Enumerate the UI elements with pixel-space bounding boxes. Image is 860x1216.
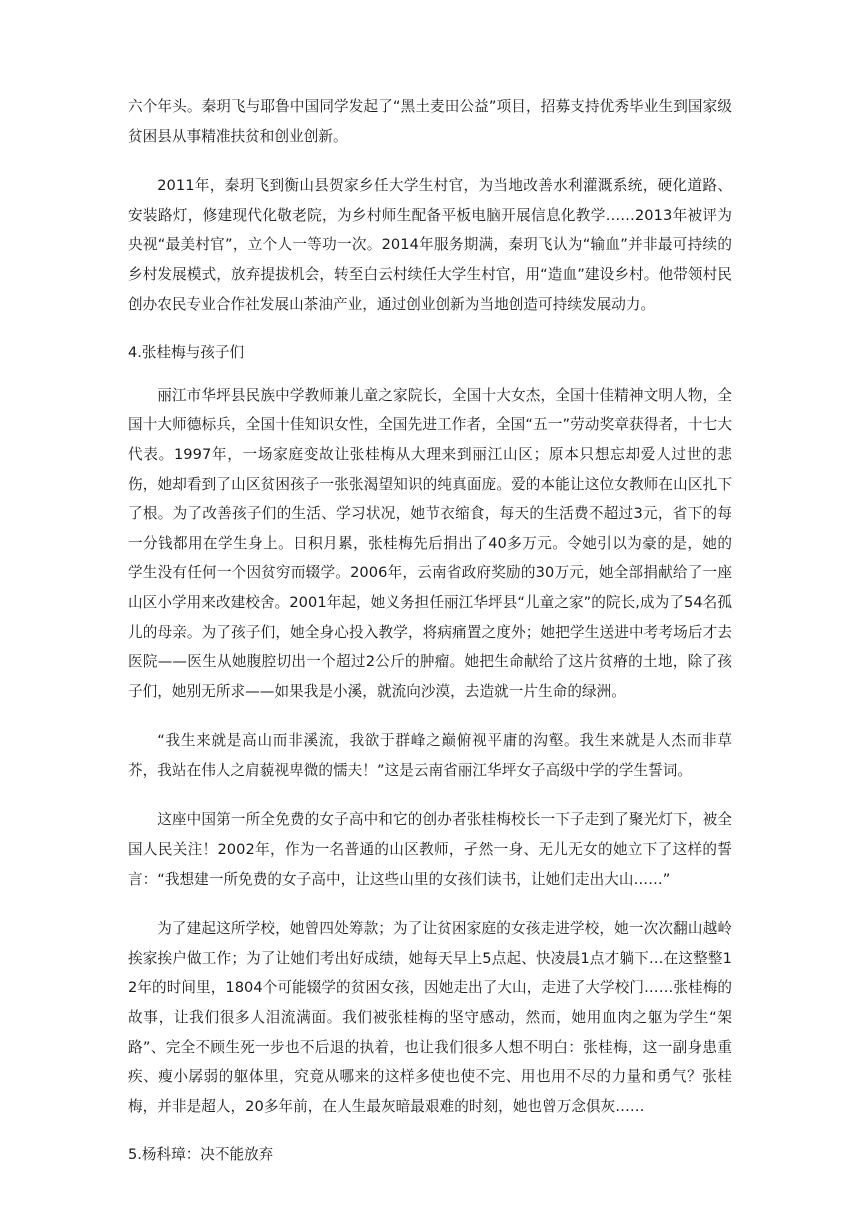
paragraph-student-oath: “我生来就是高山而非溪流，我欲于群峰之巅俯视平庸的沟壑。我生来就是人杰而非草芥，我站在伟人之肩藐视卑微的懦夫！”这是云南省丽江华坪女子高级中学的学生誓词。 [128, 732, 732, 779]
paragraph-qin-yuefei-project: 六个年头。秦玥飞与耶鲁中国同学发起了“黑土麦田公益”项目，招募支持优秀毕业生到国家级贫困县从事精准扶贫和创业创新。 [128, 98, 732, 145]
paragraph-building-the-school: 为了建起这所学校，她曾四处筹款；为了让贫困家庭的女孩走进学校，她一次次翻山越岭挨家挨户做工作；为了让她们考出好成绩，她每天早上5点起、快凌晨1点才躺下…在这整整12年的时间里，1804个可能辍学的贫困女孩，因她走出了大山，走进了大学校门……张桂梅的故事，让我们很多人泪流满面。我们被张桂梅的坚守感动，然而，她用血肉之躯为学生“架路”、完全不顾生死一步也不后退的执着，也让我们很多人想不明白：张桂梅，这一副身患重疾、瘦小孱弱的躯体里，究竟从哪来的这样多使也使不完、用也用不尽的力量和勇气？张桂梅，并非是超人，20多年前，在人生最灰暗最艰难的时刻，她也曾万念俱灰…… [128, 920, 732, 1115]
paragraph-qin-yuefei-village-official: 2011年，秦玥飞到衡山县贺家乡任大学生村官，为当地改善水利灌溉系统，硬化道路、安装路灯，修建现代化敬老院，为乡村师生配备平板电脑开展信息化教学……2013年被评为央视“最美村官”，立个人一等功一次。2014年服务期满，秦玥飞认为“输血”并非最可持续的乡村发展模式，放弃提拔机会，转至白云村续任大学生村官，用“造血”建设乡村。他带领村民创办农民专业合作社发展山茶油产业，通过创业创新为当地创造可持续发展动力。 [128, 177, 732, 313]
section-heading-zhang-guimei: 4.张桂梅与孩子们 [128, 344, 245, 362]
section-heading-yang-kezhang: 5.杨科璋：决不能放弃 [128, 1146, 274, 1164]
paragraph-free-girls-school: 这座中国第一所全免费的女子高中和它的创办者张桂梅校长一下子走到了聚光灯下，被全国人民关注！2002年，作为一名普通的山区教师，孑然一身、无儿无女的她立下了这样的誓言：“我想建一所免费的女子高中，让这些山里的女孩们读书，让她们走出大山……” [128, 811, 732, 888]
paragraph-zhang-guimei-bio: 丽江市华坪县民族中学教师兼儿童之家院长，全国十大女杰，全国十佳精神文明人物，全国十大师德标兵，全国十佳知识女性，全国先进工作者，全国“五一”劳动奖章获得者，十七大代表。1997年，一场家庭变故让张桂梅从大理来到丽江山区；原本只想忘却爱人过世的悲伤，她却看到了山区贫困孩子一张张渴望知识的纯真面庞。爱的本能让这位女教师在山区扎下了根。为了改善孩子们的生活、学习状况，她节衣缩食，每天的生活费不超过3元，省下的每一分钱都用在学生身上。日积月累，张桂梅先后捐出了40多万元。令她引以为豪的是，她的学生没有任何一个因贫穷而辍学。2006年，云南省政府奖励的30万元，她全部捐献给了一座山区小学用来改建校舍。2001年起，她义务担任丽江华坪县“儿童之家”的院长,成为了54名孤儿的母亲。为了孩子们，她全身心投入教学，将病痛置之度外；她把学生送进中考考场后才去医院——医生从她腹腔切出一个超过2公斤的肿瘤。她把生命献给了这片贫瘠的土地，除了孩子们，她别无所求——如果我是小溪，就流向沙漠，去造就一片生命的绿洲。 [128, 386, 732, 700]
